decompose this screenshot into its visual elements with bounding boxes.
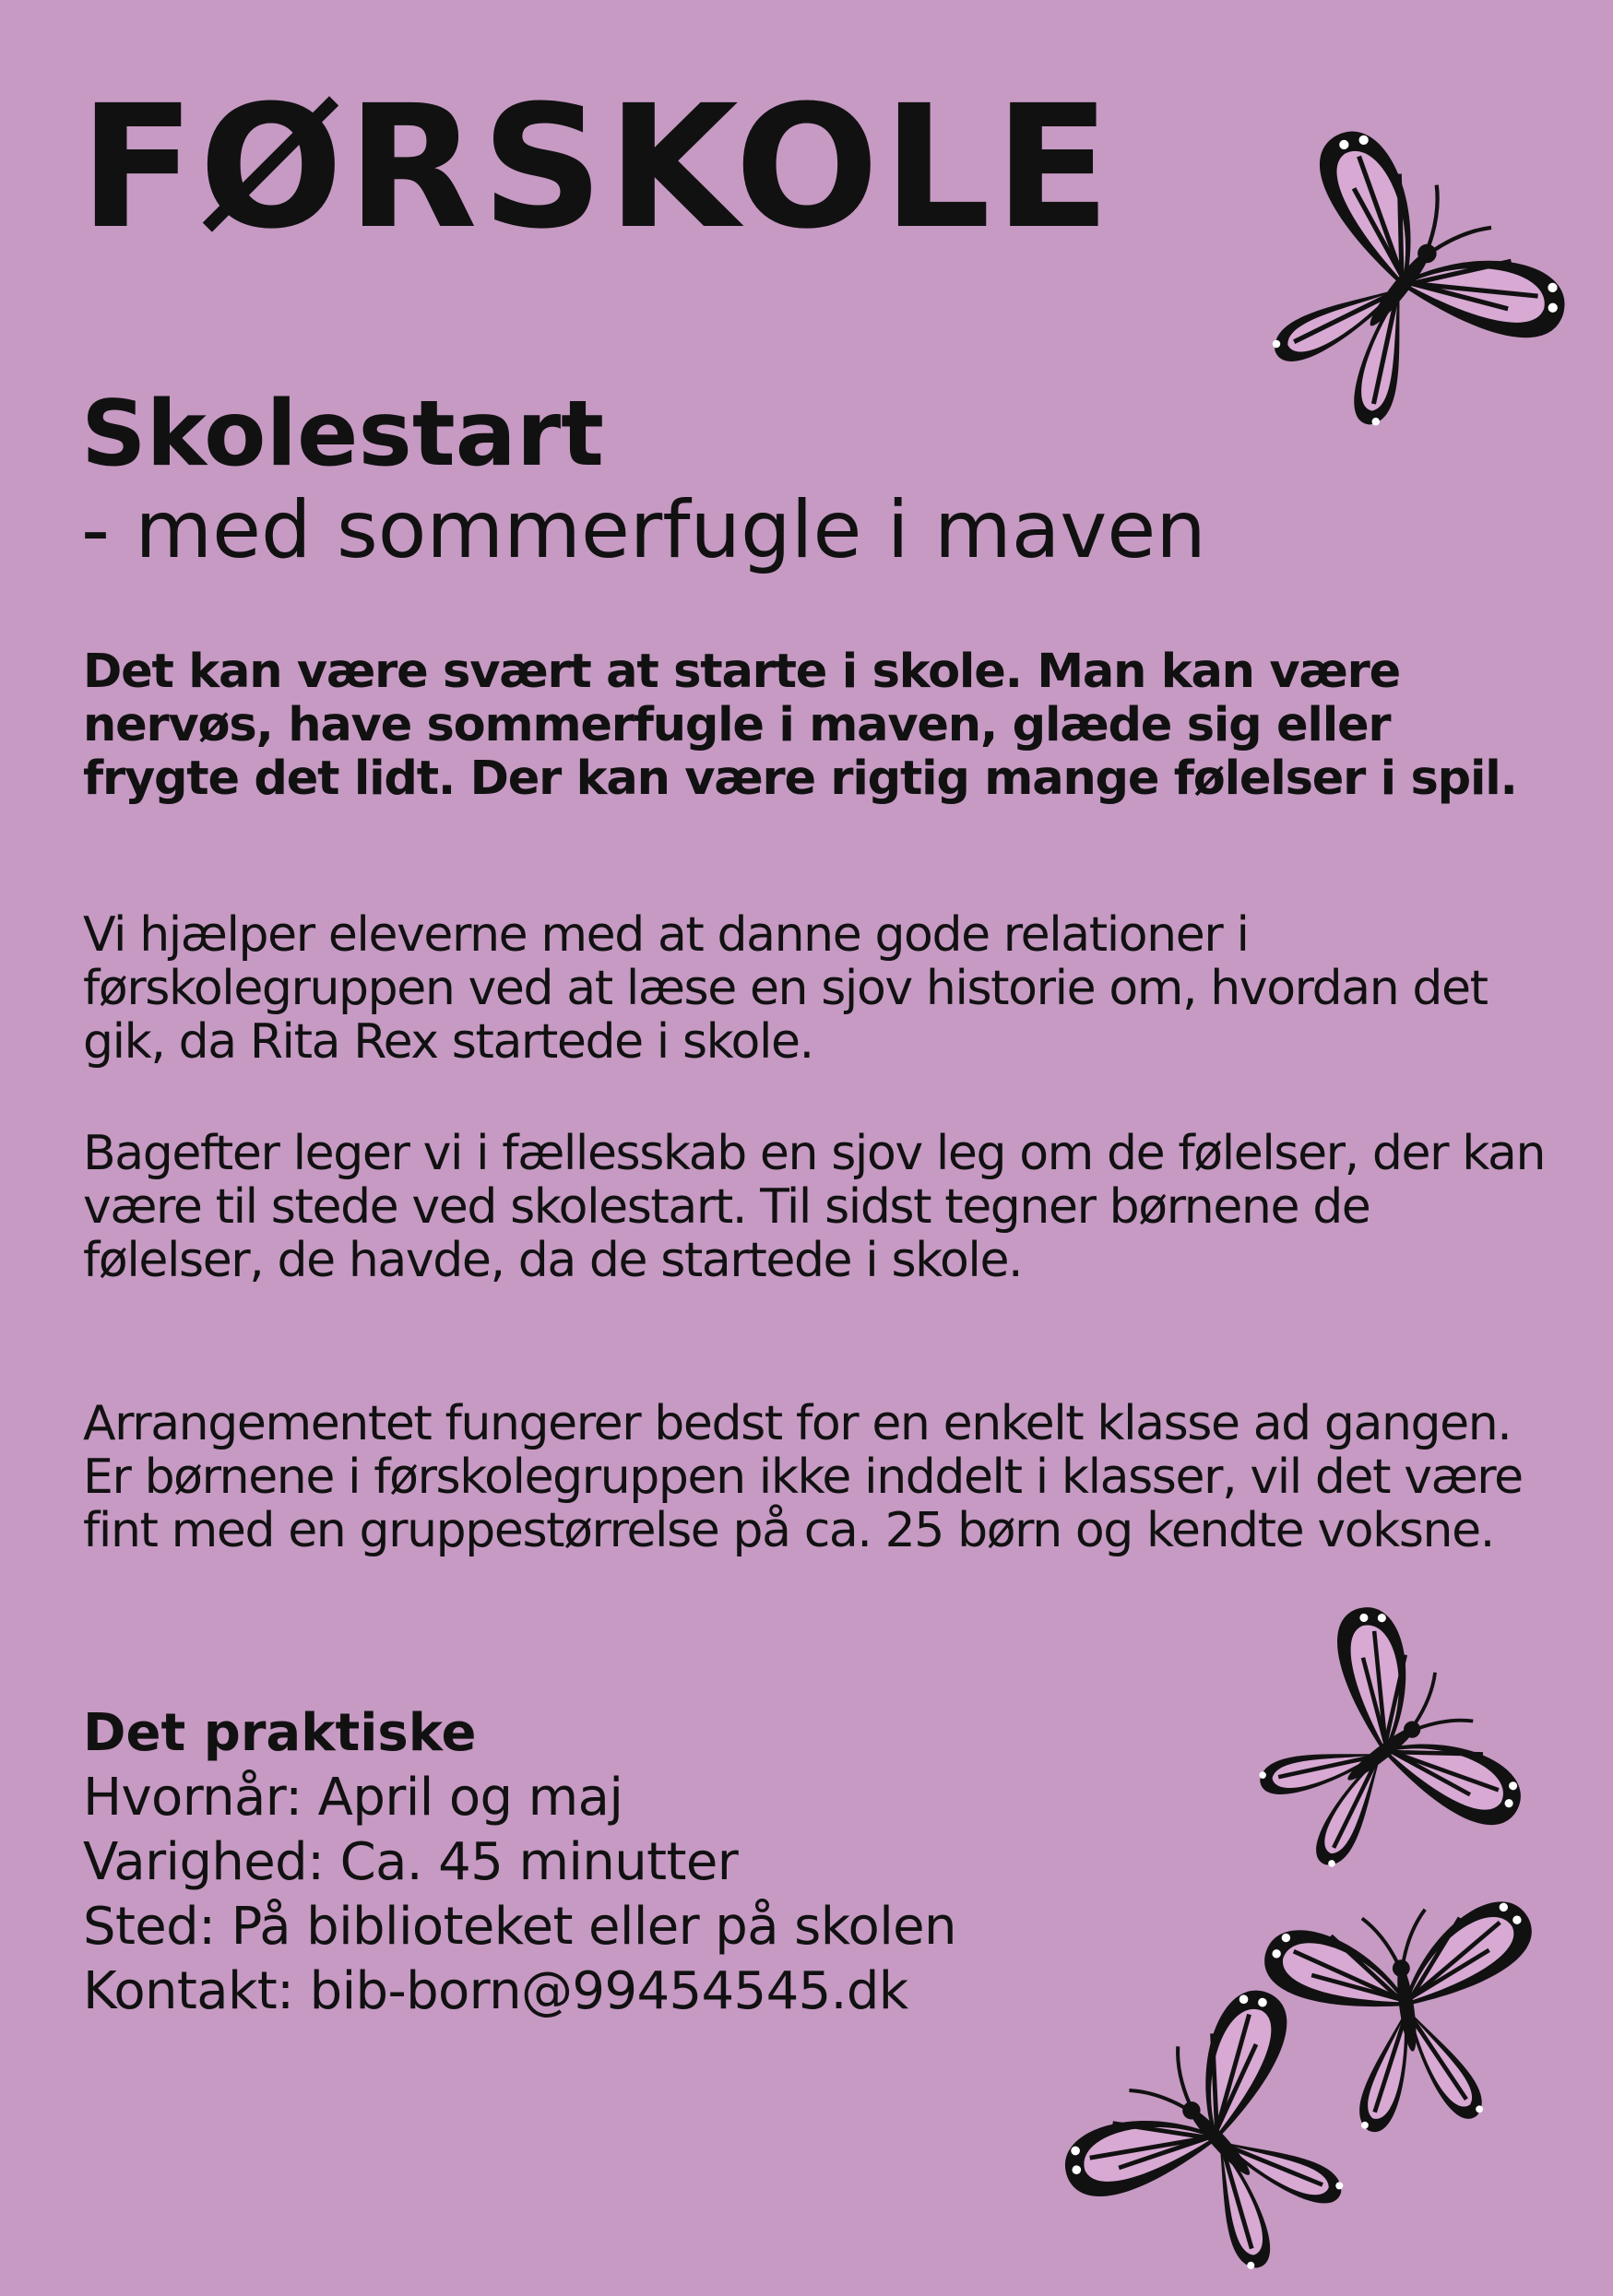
page-title: FØRSKOLE bbox=[79, 69, 1114, 266]
heading: Skolestart bbox=[81, 382, 604, 487]
subheading: - med sommerfugle i maven bbox=[81, 484, 1206, 576]
practical-title: Det praktiske bbox=[83, 1703, 477, 1763]
intro-paragraph: Det kan være svært at starte i skole. Man kan være nervøs, have sommerfugle i maven, glæde sig eller frygte det lidt. Der kan være rigtig mange følelser i spil. bbox=[83, 645, 1517, 806]
butterfly-icon bbox=[1236, 111, 1568, 461]
paragraph-1: Vi hjælper eleverne med at danne gode relationer i førskolegruppen ved at læse en sjov historie om, hvordan det gik, da Rita Rex startede i skole. bbox=[83, 907, 1488, 1070]
practical-contact: Kontakt: bib-born@99454545.dk bbox=[83, 1961, 908, 2021]
practical-place: Sted: På biblioteket eller på skolen bbox=[83, 1897, 956, 1957]
paragraph-3: Arrangementet fungerer bedst for en enkelt klasse ad gangen. Er børnene i førskolegruppen ikke inddelt i klasser, vil det være fint med en gruppestørrelse på ca. 25 børn og kendte voksne. bbox=[83, 1396, 1523, 1558]
butterfly-icon bbox=[1061, 1982, 1374, 2296]
practical-info bbox=[83, 1701, 956, 2024]
paragraph-2: Bagefter leger vi i fællesskab en sjov leg om de følelser, der kan være til stede ved skolestart. Til sidst tegner børnene de følelser, de havde, da de startede i skole. bbox=[83, 1126, 1546, 1288]
practical-when: Hvornår: April og maj bbox=[83, 1768, 623, 1828]
practical-duration: Varighed: Ca. 45 minutter bbox=[83, 1832, 739, 1892]
